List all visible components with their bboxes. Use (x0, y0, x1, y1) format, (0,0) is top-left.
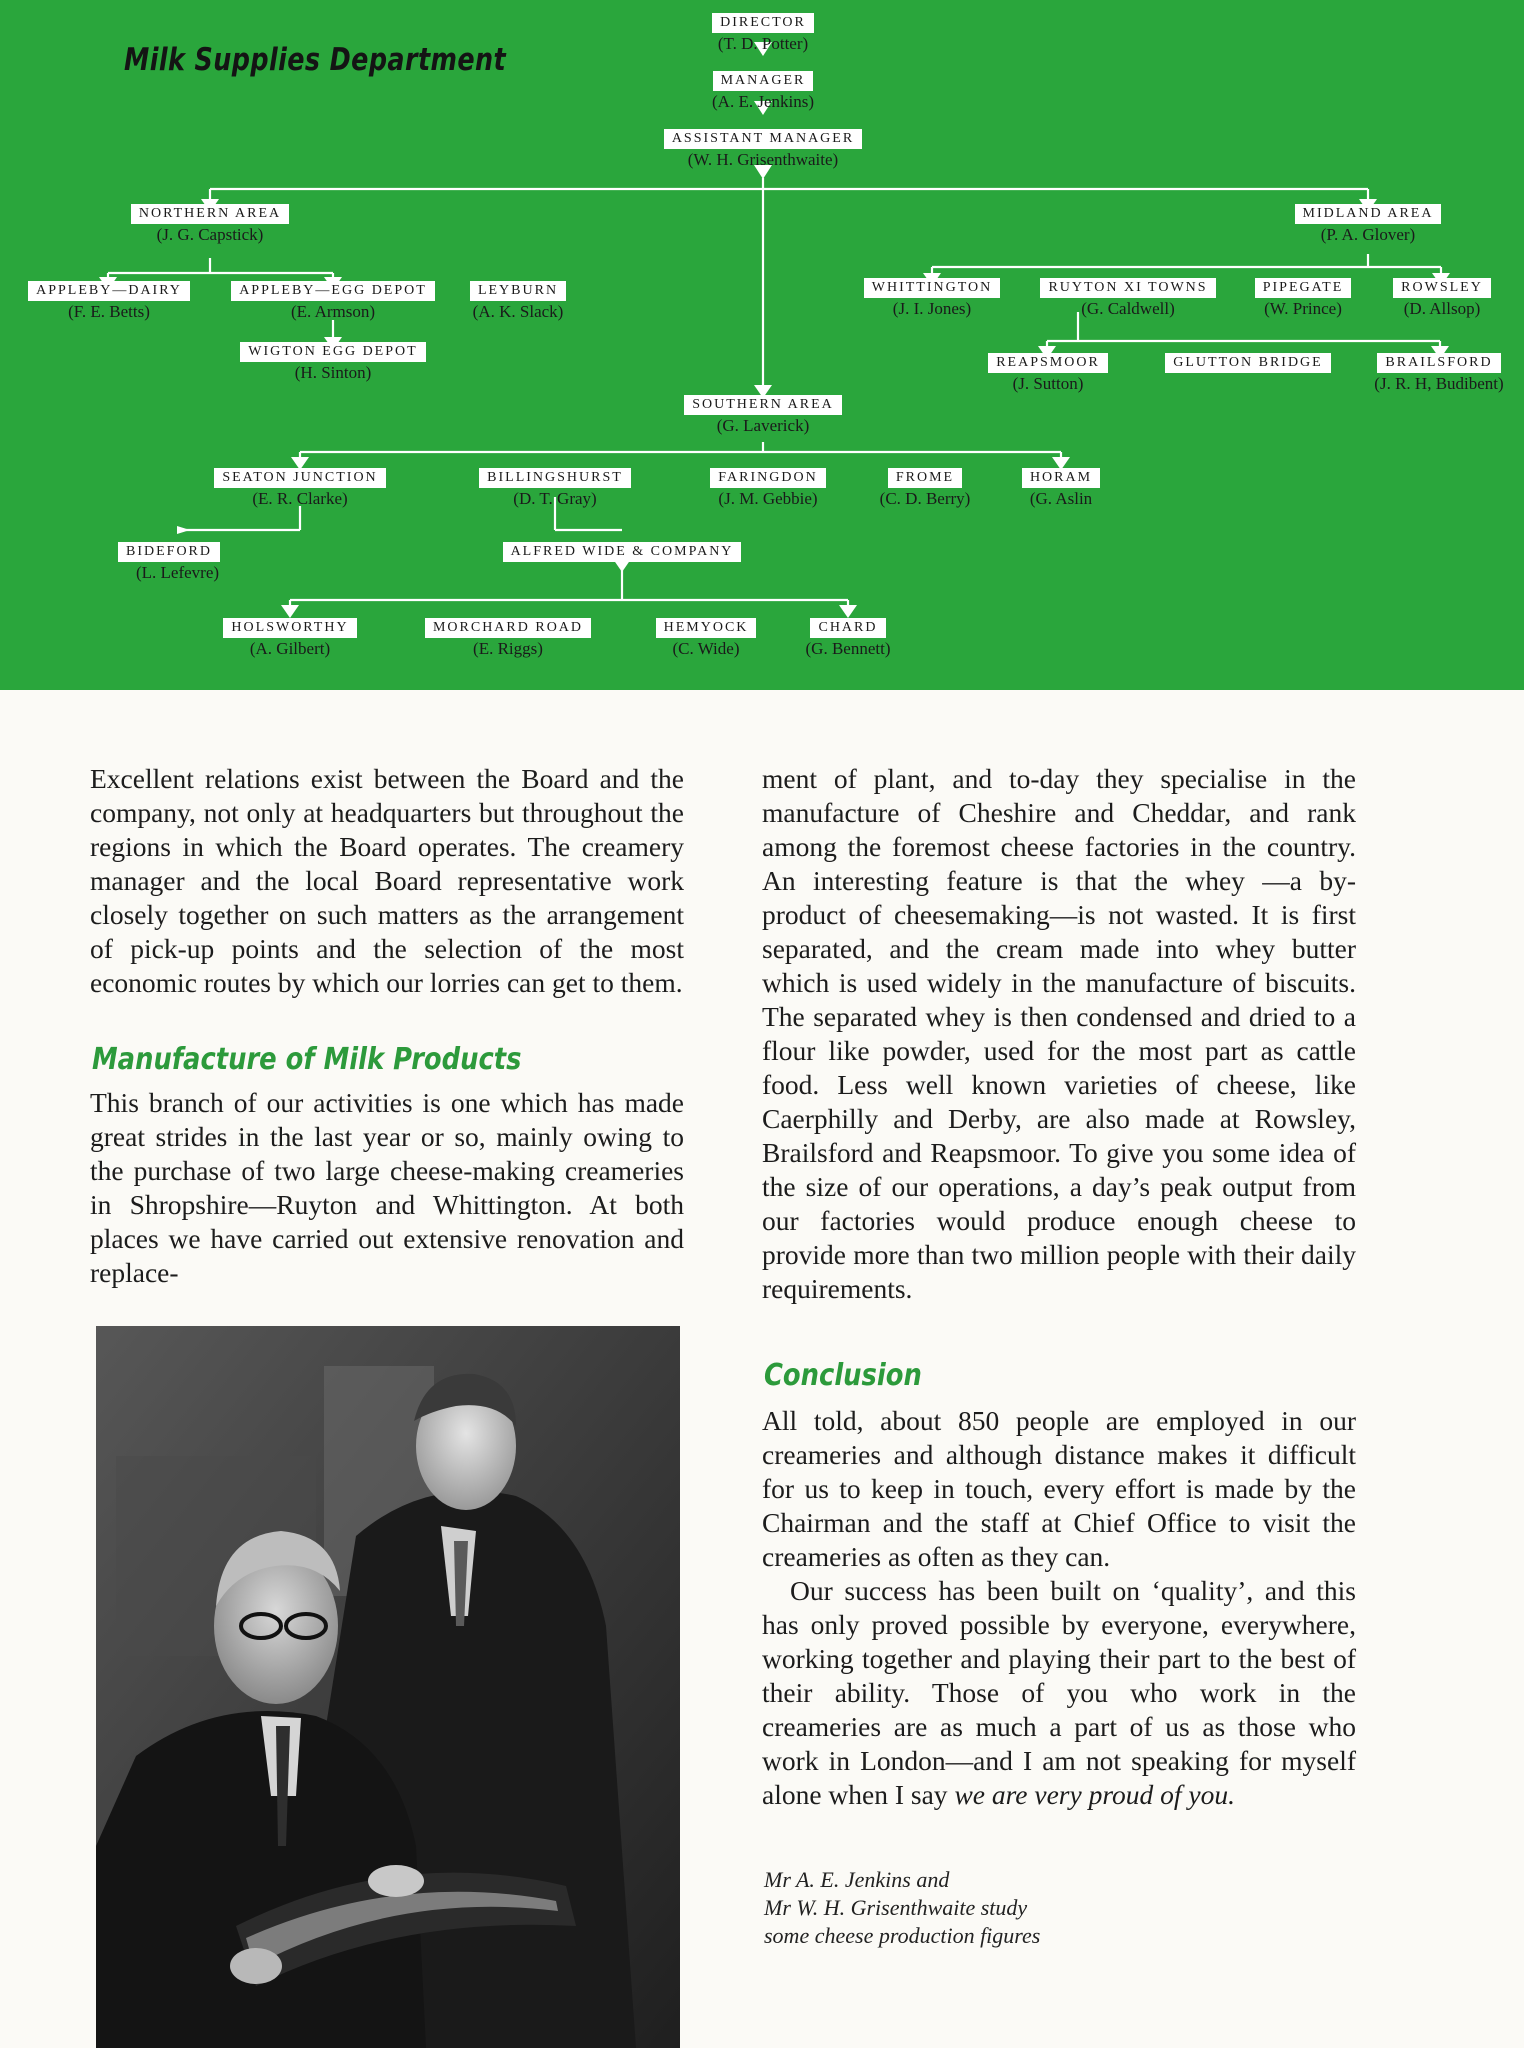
org-node-appleby-egg-depot (213, 281, 453, 322)
org-node-manager (683, 71, 843, 112)
org-node-role: BILLINGSHURST (479, 468, 631, 488)
org-node-billingshurst (455, 468, 655, 509)
org-node-person: (D. Allsop) (1403, 299, 1481, 318)
org-node-leyburn (454, 281, 582, 322)
paragraph-text: Our success has been built on ‘quality’, and this has only proved possible by everyone, everywhere, working together and playing their part to the best of their ability. Those of you who work in the creameries are as much a part of us as those who work in London—and I am not speaking for myself alone when I say (762, 1575, 1356, 1810)
org-node-person: (H. Sinton) (294, 363, 372, 382)
org-node-wigton-egg-depot (218, 342, 448, 383)
org-node-role: APPLEBY—EGG DEPOT (231, 281, 435, 301)
org-node-hemyock (636, 618, 776, 659)
org-chart-panel (0, 0, 1524, 690)
org-node-role: LEYBURN (470, 281, 566, 301)
org-node-person: (G. Caldwell) (1081, 299, 1175, 318)
closing-phrase: we are very proud of you. (954, 1779, 1235, 1810)
org-node-role: CHARD (810, 618, 885, 638)
org-node-southern-area (663, 395, 863, 436)
org-node-bideford (118, 542, 262, 583)
section-heading-conclusion: Conclusion (764, 1358, 922, 1393)
org-node-role: HORAM (1022, 468, 1100, 488)
section-heading-manufacture: Manufacture of Milk Products (92, 1042, 522, 1077)
org-node-director (703, 13, 823, 54)
org-node-person: (W. Prince) (1264, 299, 1342, 318)
org-node-role: BIDEFORD (118, 542, 220, 562)
right-column-manufacture-cont (762, 762, 1356, 1306)
org-node-role: FARINGDON (710, 468, 825, 488)
org-node-person: (A. K. Slack) (472, 302, 564, 321)
org-node-person: (T. D. Potter) (717, 34, 809, 53)
org-node-role: BRAILSFORD (1377, 353, 1500, 373)
org-node-person: (D. T. Gray) (513, 489, 597, 508)
org-node-rowsley (1380, 278, 1504, 319)
caption-line: Mr A. E. Jenkins and (764, 1867, 950, 1892)
org-node-holsworthy (208, 618, 372, 659)
org-node-role: APPLEBY—DAIRY (28, 281, 190, 301)
org-node-person: (J. R. H, Budibent) (1374, 374, 1504, 393)
org-node-role: GLUTTON BRIDGE (1165, 353, 1330, 373)
org-node-person: (L. Lefevre) (136, 563, 220, 582)
org-node-assistant-manager (643, 129, 883, 170)
org-node-northern-area (100, 204, 320, 245)
org-node-person: (P. A. Glover) (1320, 225, 1416, 244)
org-node-whittington (852, 278, 1012, 319)
org-node-glutton-bridge (1138, 353, 1358, 373)
org-node-role: SEATON JUNCTION (214, 468, 385, 488)
org-node-role: REAPSMOOR (988, 353, 1108, 373)
org-node-person: (G. Aslin (1029, 489, 1093, 508)
photo-image (96, 1326, 680, 2048)
org-node-person: (A. Gilbert) (249, 639, 331, 658)
caption-line: Mr W. H. Grisenthwaite study (764, 1895, 1028, 1920)
org-node-horam (1002, 468, 1120, 509)
paragraph: This branch of our activities is one which has made great strides in the last year or so, mainly owing to the purchase of two large cheese-making creameries in Shropshire—Ruyton and Whittington. At both places we have carried out extensive renovation and replace- (90, 1087, 684, 1288)
org-node-role: PIPEGATE (1255, 278, 1352, 298)
org-node-reapsmoor (968, 353, 1128, 394)
org-node-role: ASSISTANT MANAGER (664, 129, 862, 149)
org-node-faringdon (688, 468, 848, 509)
org-node-role: HEMYOCK (656, 618, 757, 638)
paragraph: All told, about 850 people are employed in our creameries and although distance makes it difficult for us to keep in touch, every effort is made by the Chairman and the staff at Chief Office to visit the creameries as often as they can. (762, 1405, 1356, 1572)
org-node-role: FROME (888, 468, 962, 488)
org-node-person: (A. E. Jenkins) (712, 92, 814, 111)
org-node-role: DIRECTOR (712, 13, 814, 33)
org-node-role: WHITTINGTON (864, 278, 1001, 298)
org-node-seaton-junction (190, 468, 410, 509)
photo-jenkins-grisenthwaite (96, 1326, 680, 2048)
org-node-role: MIDLAND AREA (1295, 204, 1442, 224)
org-node-person: (G. Laverick) (716, 416, 810, 435)
org-node-person: (J. I. Jones) (892, 299, 972, 318)
org-node-chard (788, 618, 908, 659)
org-node-person: (J. Sutton) (1012, 374, 1084, 393)
org-node-role: NORTHERN AREA (131, 204, 289, 224)
org-node-person: (E. Riggs) (473, 639, 543, 658)
paragraph (762, 1574, 1356, 1812)
org-node-role: WIGTON EGG DEPOT (240, 342, 425, 362)
org-node-midland-area (1268, 204, 1468, 245)
caption-line: some cheese production figures (764, 1923, 1041, 1948)
right-column-conclusion (762, 1404, 1356, 1812)
org-node-pipegate (1238, 278, 1368, 319)
org-node-role: ALFRED WIDE & COMPANY (503, 542, 742, 562)
org-node-role: HOLSWORTHY (223, 618, 356, 638)
org-node-role: MANAGER (713, 71, 814, 91)
org-node-person: (C. D. Berry) (879, 489, 971, 508)
department-title: Milk Supplies Department (124, 42, 507, 78)
paragraph: Excellent relations exist between the Board and the company, not only at headquarters but throughout the regions in which the Board operates. The creamery manager and the local Board representative work closely together on such matters as the arrangement of pick-up points and the selection of the most economic routes by which our lorries can get to them. (90, 763, 684, 998)
org-node-role: SOUTHERN AREA (684, 395, 842, 415)
left-column-intro (90, 762, 684, 1000)
org-node-role: RUYTON XI TOWNS (1040, 278, 1215, 298)
org-node-person: (E. R. Clarke) (252, 489, 348, 508)
org-node-person: (C. Wide) (672, 639, 740, 658)
org-node-person: (J. G. Capstick) (156, 225, 264, 244)
org-node-person: (J. M. Gebbie) (718, 489, 818, 508)
org-node-alfred-wide-company (482, 542, 762, 562)
org-node-person: (G. Bennett) (805, 639, 891, 658)
org-node-person: (W. H. Grisenthwaite) (687, 150, 839, 169)
org-node-appleby-dairy (14, 281, 204, 322)
paragraph: ment of plant, and to-day they specialise in the manufacture of Cheshire and Cheddar, and rank among the foremost cheese factories in the country. An interesting feature is that the whey —a by-product of cheesemaking—is not wasted. It is first separated, and the cream made into whey butter which is used widely in the manufacture of biscuits. The separated whey is then condensed and dried to a flour like powder, used for the most part as cattle food. Less well known varieties of cheese, like Caerphilly and Derby, are also made at Rowsley, Brailsford and Reapsmoor. To give you some idea of the size of our operations, a day’s peak output from our factories would produce enough cheese to provide more than two million people with their daily requirements. (762, 763, 1356, 1304)
org-node-morchard-road (408, 618, 608, 659)
org-node-brailsford (1356, 353, 1522, 394)
left-column-manufacture (90, 1086, 684, 1290)
org-node-ruyton-xi-towns (1018, 278, 1238, 319)
photo-caption (764, 1866, 1040, 1950)
org-node-role: ROWSLEY (1393, 278, 1491, 298)
org-node-person: (F. E. Betts) (68, 302, 150, 321)
org-node-role: MORCHARD ROAD (425, 618, 591, 638)
org-node-person: (E. Armson) (290, 302, 376, 321)
org-node-frome (862, 468, 988, 509)
